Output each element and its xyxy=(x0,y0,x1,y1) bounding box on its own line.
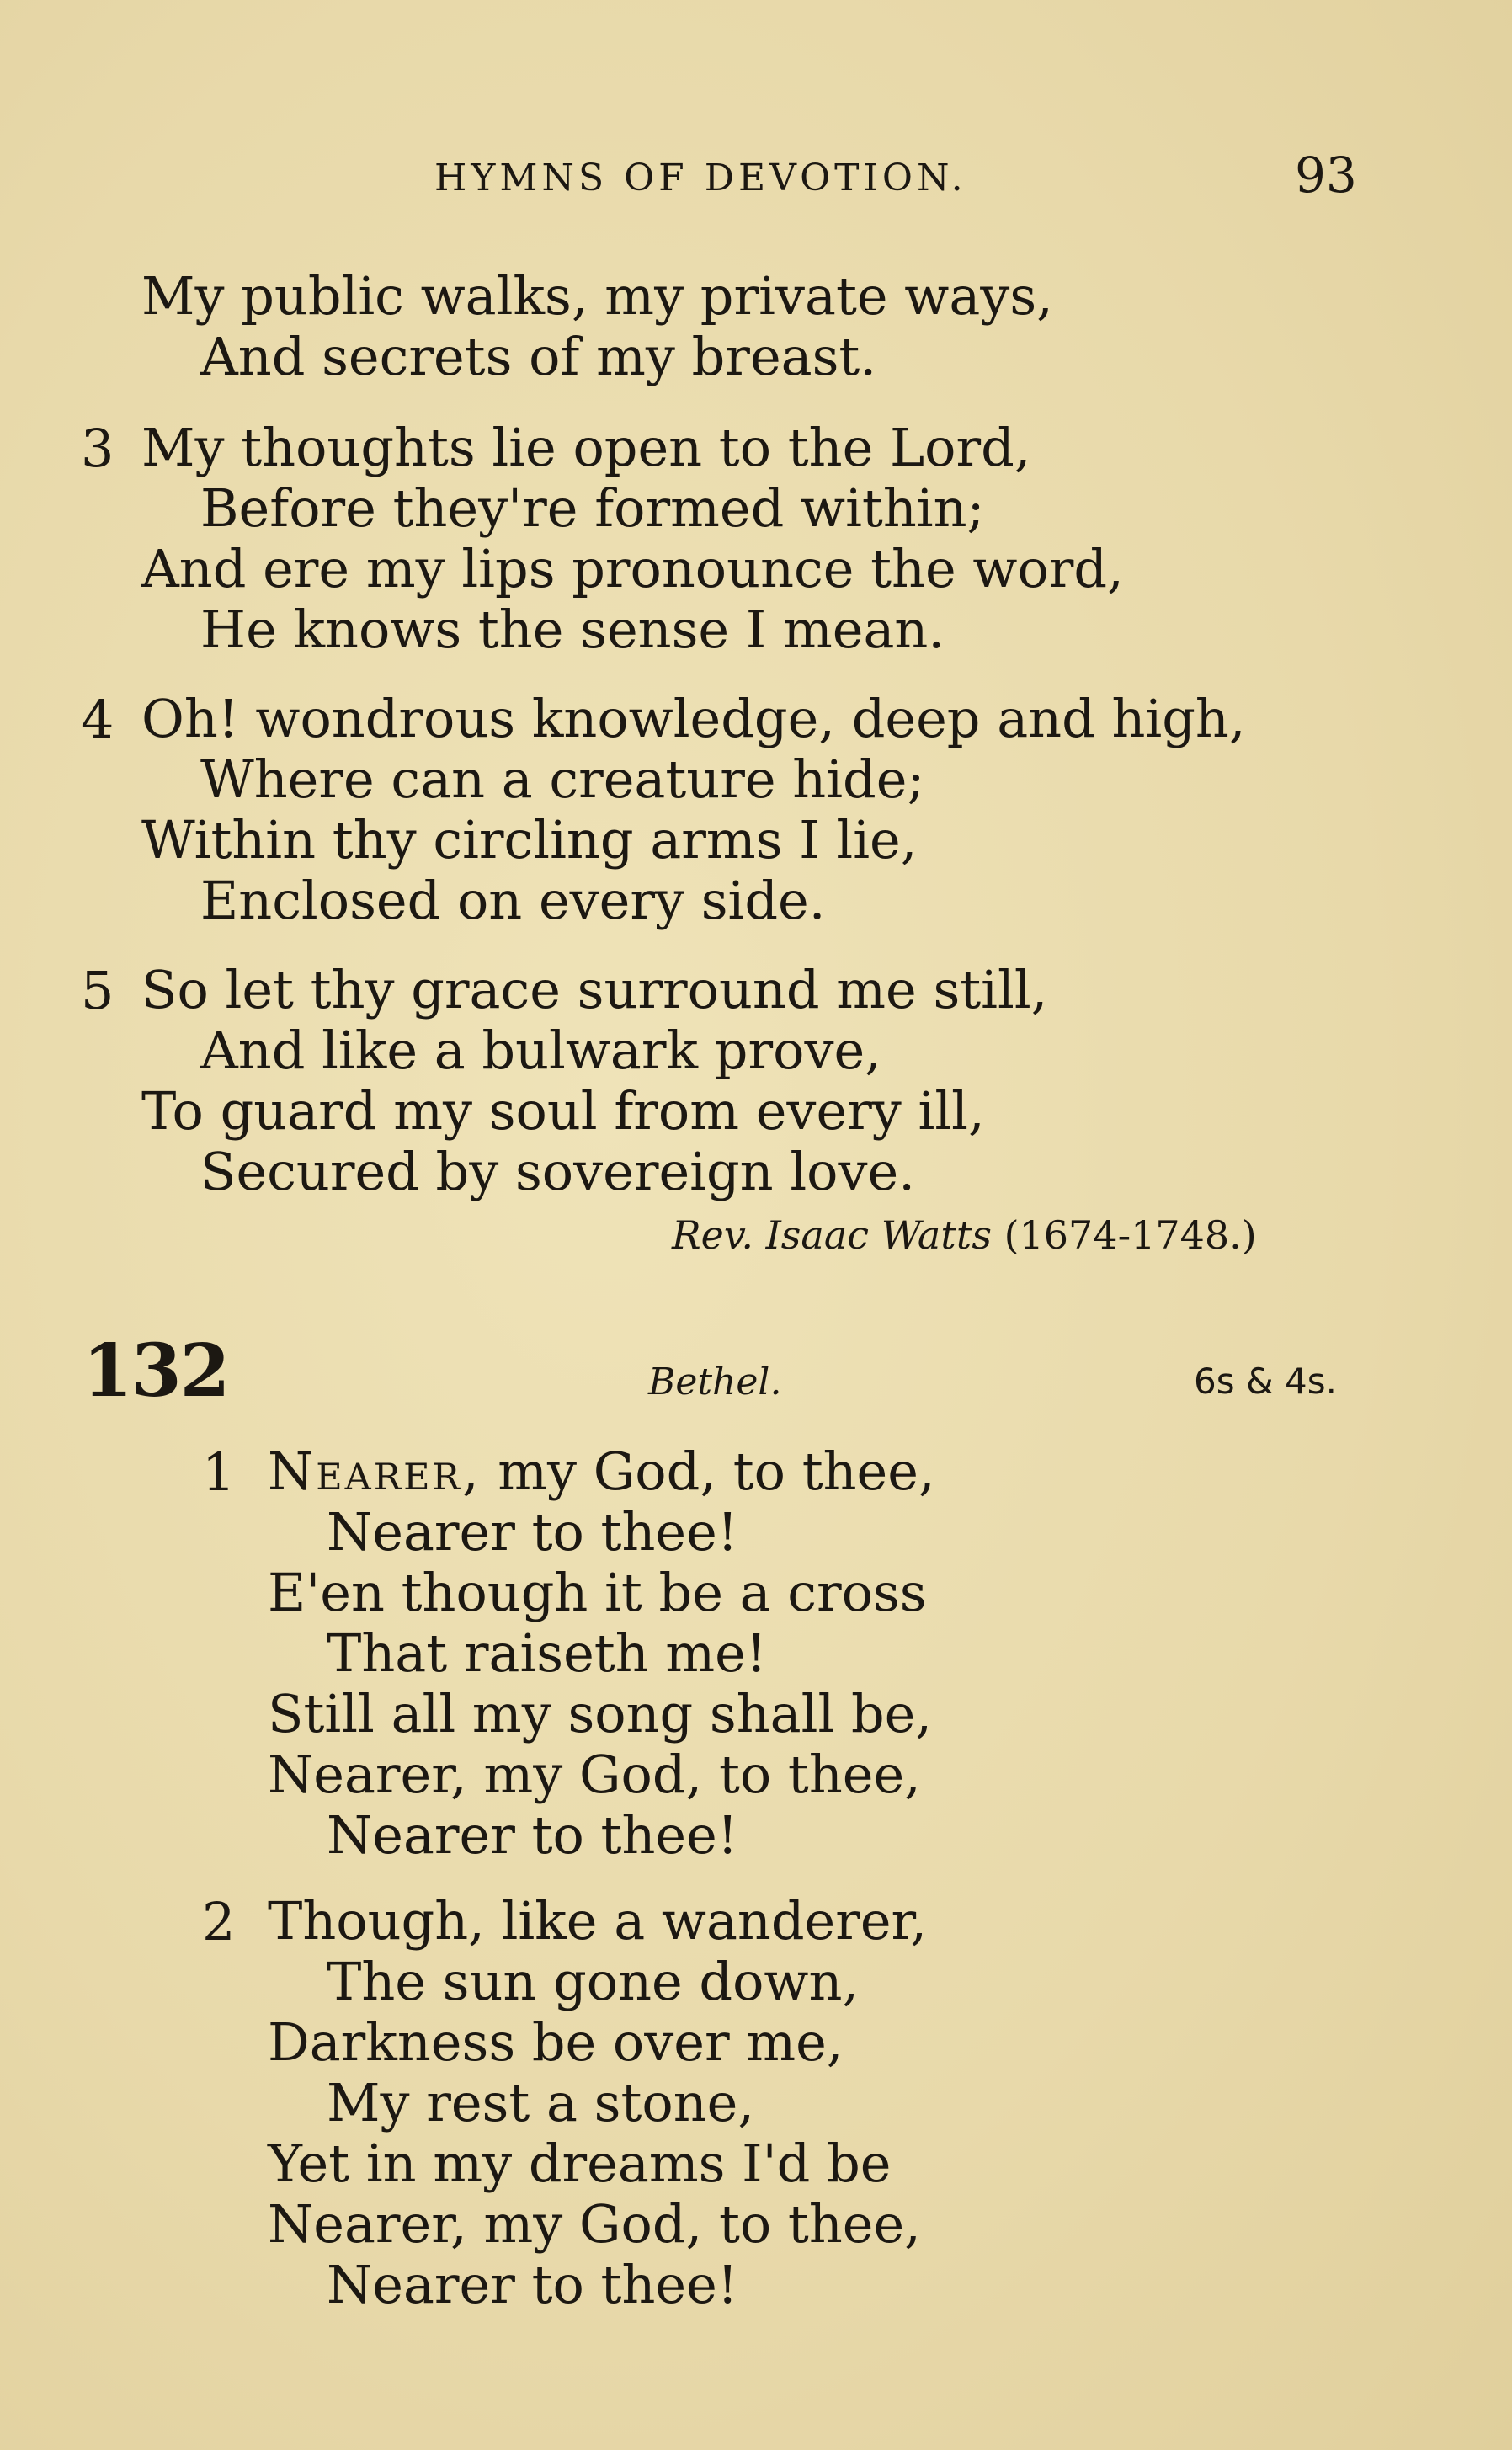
verse-line: Nearer to thee! xyxy=(327,2254,738,2315)
verse-line: Nearer, my God, to thee, xyxy=(268,1744,921,1805)
verse-line: Still all my song shall be, xyxy=(268,1683,933,1744)
verse-line: Secured by sovereign love. xyxy=(200,1141,915,1202)
attribution xyxy=(672,1212,1257,1258)
stanza-number: 2 xyxy=(202,1891,236,1952)
stanza-number: 1 xyxy=(202,1441,236,1503)
verse-line: My thoughts lie open to the Lord, xyxy=(141,417,1031,478)
running-head: HYMNS OF DEVOTION. xyxy=(434,157,967,200)
verse-line: And secrets of my breast. xyxy=(200,326,877,387)
verse-line: Though, like a wanderer, xyxy=(268,1890,928,1952)
verse-line: Yet in my dreams I'd be xyxy=(268,2133,892,2194)
verse-line: Oh! wondrous knowledge, deep and high, xyxy=(141,688,1246,749)
verse-line: And ere my lips pronounce the word, xyxy=(141,538,1124,599)
verse-line: So let thy grace surround me still, xyxy=(141,959,1048,1020)
verse-line: E'en though it be a cross xyxy=(268,1562,927,1623)
verse-line: And like a bulwark prove, xyxy=(200,1020,881,1081)
verse-line: That raiseth me! xyxy=(327,1622,767,1684)
meter: 6s & 4s. xyxy=(1194,1361,1338,1402)
verse-line: Before they're formed within; xyxy=(200,477,985,539)
author-name: Rev. Isaac Watts xyxy=(672,1212,992,1258)
stanza-number: 4 xyxy=(81,689,114,750)
verse-line: He knows the sense I mean. xyxy=(200,599,945,660)
verse-line-first xyxy=(268,1441,935,1502)
verse-line: Nearer to thee! xyxy=(327,1501,738,1563)
verse-line: Darkness be over me, xyxy=(268,2011,844,2073)
verse-line: Within thy circling arms I lie, xyxy=(141,809,918,871)
verse-line: My rest a stone, xyxy=(327,2072,755,2133)
stanza-number: 3 xyxy=(81,418,114,479)
verse-line: Nearer, my God, to thee, xyxy=(268,2193,921,2255)
first-word: Nearer, xyxy=(268,1441,482,1502)
first-line-rest: my God, to thee, xyxy=(481,1441,935,1502)
page-number: 93 xyxy=(1295,146,1357,204)
hymn-number: 132 xyxy=(83,1329,229,1414)
stanza-number: 5 xyxy=(81,960,114,1021)
verse-line: Nearer to thee! xyxy=(327,1804,738,1866)
author-dates: (1674-1748.) xyxy=(1004,1212,1257,1258)
verse-line: To guard my soul from every ill, xyxy=(141,1080,985,1142)
verse-line: Where can a creature hide; xyxy=(200,748,925,810)
verse-line: Enclosed on every side. xyxy=(200,870,826,931)
verse-line: The sun gone down, xyxy=(327,1951,860,2012)
tune-name: Bethel. xyxy=(648,1361,782,1403)
verse-line: My public walks, my private ways, xyxy=(141,265,1053,327)
